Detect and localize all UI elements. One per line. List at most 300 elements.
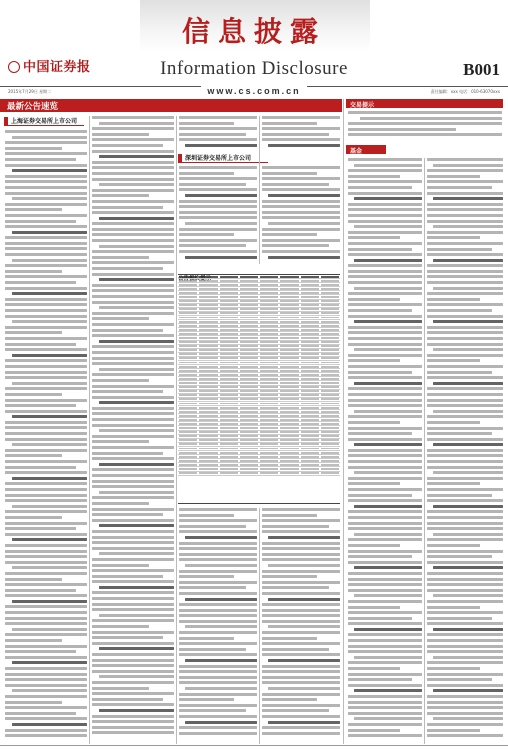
text-line: [354, 505, 422, 508]
table-cell: [260, 300, 278, 302]
text-line: [348, 454, 422, 457]
text-line: [12, 136, 87, 139]
text-line: [348, 393, 422, 396]
text-line: [179, 133, 246, 136]
text-line: [5, 605, 87, 608]
text-column-3-top: [179, 116, 257, 150]
table-cell: [220, 452, 238, 454]
text-line: [92, 608, 174, 611]
text-line: [92, 519, 174, 522]
table-cell: [199, 468, 217, 470]
table-cell: [260, 460, 278, 462]
text-line: [92, 508, 174, 511]
table-cell: [280, 419, 298, 421]
text-line: [99, 709, 174, 712]
table-cell: [280, 345, 298, 347]
text-line: [262, 726, 340, 729]
table-cell: [301, 468, 319, 470]
text-line: [348, 281, 422, 284]
text-line: [179, 642, 257, 645]
announcement-table: [178, 274, 340, 504]
text-line: [354, 471, 422, 474]
text-line: [179, 653, 257, 656]
text-line: [348, 555, 412, 558]
text-line: [92, 116, 174, 119]
text-line: [179, 205, 257, 208]
text-line: [348, 494, 412, 497]
text-line: [92, 636, 163, 639]
text-line: [268, 194, 340, 197]
text-line: [348, 220, 422, 223]
table-cell: [280, 456, 298, 458]
table-cell: [199, 288, 217, 290]
table-cell: [220, 423, 238, 425]
text-line: [92, 357, 174, 360]
table-cell: [280, 325, 298, 327]
table-cell: [321, 439, 339, 441]
text-line: [5, 555, 87, 558]
text-line: [427, 510, 503, 513]
table-cell: [199, 333, 217, 335]
text-line: [427, 706, 503, 709]
text-line: [99, 524, 174, 527]
text-line: [427, 667, 480, 670]
table-cell: [179, 407, 197, 409]
text-line: [5, 281, 76, 284]
text-line: [5, 494, 87, 497]
table-cell: [260, 472, 278, 474]
text-line: [5, 717, 87, 720]
text-line: [262, 200, 340, 203]
text-line: [348, 298, 400, 301]
text-line: [12, 169, 87, 172]
text-line: [427, 337, 503, 340]
text-line: [354, 164, 422, 167]
table-cell: [240, 472, 258, 474]
text-line: [5, 186, 87, 189]
text-line: [262, 216, 340, 219]
table-cell: [240, 464, 258, 466]
table-cell: [220, 398, 238, 400]
table-cell: [199, 353, 217, 355]
text-line: [348, 538, 422, 541]
text-line: [92, 407, 174, 410]
text-line: [92, 273, 174, 276]
table-cell: [260, 276, 278, 278]
table-cell: [220, 353, 238, 355]
text-line: [99, 491, 174, 494]
text-line: [5, 499, 87, 502]
table-cell: [220, 448, 238, 450]
text-line: [99, 122, 174, 125]
table-cell: [321, 366, 339, 368]
text-line: [354, 656, 422, 659]
text-line: [185, 536, 257, 539]
text-line: [92, 261, 174, 264]
text-line: [360, 117, 502, 120]
section-header-latest: [0, 99, 342, 112]
table-cell: [240, 288, 258, 290]
table-cell: [220, 288, 238, 290]
text-line: [92, 502, 149, 505]
text-line: [92, 379, 149, 382]
table-cell: [179, 394, 197, 396]
text-line: [99, 586, 174, 589]
text-line: [5, 454, 62, 457]
table-cell: [220, 443, 238, 445]
table-cell: [240, 439, 258, 441]
text-line: [179, 698, 234, 701]
table-cell: [240, 394, 258, 396]
text-line: [348, 326, 422, 329]
text-line: [5, 550, 87, 553]
text-line: [348, 550, 422, 553]
text-line: [427, 734, 503, 737]
text-line: [5, 326, 87, 329]
text-line: [179, 715, 257, 718]
text-line: [179, 665, 257, 668]
text-line: [348, 427, 422, 430]
text-line: [348, 734, 422, 737]
table-cell: [220, 280, 238, 282]
text-line: [427, 538, 503, 541]
text-line: [92, 200, 174, 203]
text-line: [179, 709, 246, 712]
text-line: [5, 426, 87, 429]
text-line: [348, 600, 422, 603]
text-line: [92, 150, 174, 153]
table-cell: [220, 345, 238, 347]
text-line: [5, 175, 87, 178]
text-line: [5, 611, 87, 614]
text-line: [92, 664, 174, 667]
table-cell: [199, 394, 217, 396]
text-line: [348, 729, 400, 732]
text-line: [262, 205, 340, 208]
table-cell: [199, 407, 217, 409]
text-column-4-top: [262, 116, 340, 150]
text-line: [348, 678, 412, 681]
table-cell: [199, 415, 217, 417]
text-line: [5, 516, 62, 519]
table-cell: [199, 325, 217, 327]
text-line: [5, 348, 87, 351]
text-line: [92, 412, 174, 415]
table-cell: [199, 304, 217, 306]
text-line: [348, 589, 422, 592]
text-line: [92, 239, 174, 242]
text-line: [12, 259, 87, 262]
table-cell: [179, 403, 197, 405]
table-cell: [301, 460, 319, 462]
text-line: [5, 421, 87, 424]
text-line: [354, 382, 422, 385]
text-line: [348, 611, 422, 614]
table-cell: [260, 337, 278, 339]
table-cell: [301, 357, 319, 359]
text-line: [268, 721, 340, 724]
table-cell: [240, 382, 258, 384]
table-cell: [280, 390, 298, 392]
text-line: [348, 186, 412, 189]
text-line: [5, 712, 76, 715]
table-cell: [280, 382, 298, 384]
text-line: [262, 172, 317, 175]
table-cell: [321, 423, 339, 425]
table-cell: [321, 276, 339, 278]
text-line: [427, 432, 492, 435]
table-cell: [199, 362, 217, 364]
text-line: [179, 200, 257, 203]
table-cell: [179, 304, 197, 306]
text-line: [179, 592, 257, 595]
text-line: [262, 715, 340, 718]
table-cell: [179, 333, 197, 335]
text-line: [427, 158, 503, 161]
table-cell: [199, 460, 217, 462]
text-line: [262, 709, 329, 712]
text-line: [92, 233, 174, 236]
text-line: [179, 570, 257, 573]
text-line: [5, 449, 87, 452]
column-divider: [424, 158, 425, 744]
text-line: [5, 639, 62, 642]
table-cell: [280, 337, 298, 339]
table-cell: [301, 296, 319, 298]
table-cell: [301, 407, 319, 409]
text-column-3-bottom: [179, 508, 257, 742]
table-cell: [301, 333, 319, 335]
text-line: [427, 477, 503, 480]
table-cell: [280, 321, 298, 323]
text-line: [92, 485, 174, 488]
text-line: [185, 598, 257, 601]
table-cell: [280, 460, 298, 462]
text-line: [99, 217, 174, 220]
table-cell: [321, 411, 339, 413]
table-cell: [179, 362, 197, 364]
text-column-2: [92, 116, 174, 742]
text-line: [179, 514, 234, 517]
table-cell: [301, 276, 319, 278]
text-line: [354, 348, 422, 351]
text-line: [92, 323, 174, 326]
text-line: [12, 600, 87, 603]
text-line: [5, 152, 87, 155]
table-cell: [301, 300, 319, 302]
table-cell: [301, 280, 319, 282]
table-cell: [240, 317, 258, 319]
text-line: [92, 569, 174, 572]
table-cell: [199, 357, 217, 359]
table-cell: [260, 349, 278, 351]
text-line: [348, 432, 412, 435]
text-line: [5, 656, 87, 659]
text-line: [92, 670, 174, 673]
table-cell: [301, 288, 319, 290]
trade-tips-header: [346, 99, 503, 108]
table-cell: [260, 374, 278, 376]
table-cell: [301, 431, 319, 433]
table-cell: [220, 386, 238, 388]
table-cell: [260, 431, 278, 433]
text-line: [5, 399, 87, 402]
text-line: [92, 659, 174, 662]
table-cell: [240, 390, 258, 392]
table-cell: [260, 296, 278, 298]
text-line: [427, 343, 503, 346]
text-line: [262, 166, 340, 169]
text-line: [179, 603, 257, 606]
text-line: [427, 275, 503, 278]
table-cell: [179, 300, 197, 302]
text-line: [348, 270, 422, 273]
text-line: [427, 622, 503, 625]
text-line: [262, 681, 340, 684]
text-line: [348, 192, 422, 195]
text-line: [262, 244, 329, 247]
text-line: [433, 382, 503, 385]
table-cell: [220, 357, 238, 359]
text-line: [5, 544, 87, 547]
table-cell: [199, 472, 217, 474]
text-line: [99, 675, 174, 678]
text-line: [262, 233, 317, 236]
text-line: [5, 359, 87, 362]
table-cell: [321, 280, 339, 282]
table-cell: [280, 427, 298, 429]
table-cell: [260, 448, 278, 450]
text-line: [12, 443, 87, 446]
table-cell: [301, 394, 319, 396]
table-cell: [220, 349, 238, 351]
text-line: [427, 242, 503, 245]
table-cell: [240, 276, 258, 278]
text-line: [427, 578, 503, 581]
text-line: [262, 188, 340, 191]
text-line: [92, 127, 174, 130]
table-cell: [301, 292, 319, 294]
text-line: [92, 692, 174, 695]
table-cell: [260, 329, 278, 331]
trade-tips-title: 交易提示: [350, 102, 375, 109]
text-line: [99, 368, 174, 371]
text-line: [179, 216, 257, 219]
text-line: [433, 689, 503, 692]
text-line: [179, 581, 257, 584]
table-cell: [199, 296, 217, 298]
table-cell: [321, 419, 339, 421]
text-line: [433, 164, 503, 167]
text-line: [92, 284, 174, 287]
table-cell: [321, 452, 339, 454]
table-cell: [260, 366, 278, 368]
text-line: [179, 614, 257, 617]
table-cell: [280, 300, 298, 302]
table-cell: [199, 456, 217, 458]
text-line: [427, 701, 503, 704]
text-line: [262, 592, 340, 595]
text-line: [99, 278, 174, 281]
text-line: [427, 589, 503, 592]
table-cell: [220, 333, 238, 335]
text-line: [427, 499, 503, 502]
table-cell: [260, 341, 278, 343]
table-cell: [301, 398, 319, 400]
text-line: [5, 617, 87, 620]
text-line: [92, 267, 163, 270]
table-cell: [240, 308, 258, 310]
issue-date: 2015年7月29日 星期二: [8, 89, 52, 94]
text-column-1: [5, 130, 87, 742]
section-title-latest: 最新公告速览: [7, 102, 59, 112]
table-cell: [240, 333, 258, 335]
text-line: [5, 522, 87, 525]
text-line: [185, 721, 257, 724]
text-line: [433, 287, 503, 290]
table-cell: [260, 362, 278, 364]
table-cell: [179, 317, 197, 319]
text-line: [348, 208, 422, 211]
text-line: [262, 547, 340, 550]
table-cell: [240, 398, 258, 400]
text-line: [262, 508, 340, 511]
text-line: [179, 127, 257, 130]
table-cell: [179, 460, 197, 462]
table-cell: [260, 317, 278, 319]
table-cell: [220, 427, 238, 429]
table-cell: [179, 353, 197, 355]
table-cell: [179, 288, 197, 290]
text-line: [179, 631, 257, 634]
text-line: [262, 609, 340, 612]
text-line: [92, 653, 174, 656]
table-cell: [260, 284, 278, 286]
table-cell: [240, 304, 258, 306]
text-line: [5, 309, 87, 312]
text-line: [5, 410, 87, 413]
table-cell: [199, 341, 217, 343]
table-cell: [260, 403, 278, 405]
text-line: [348, 399, 422, 402]
text-line: [348, 488, 422, 491]
text-line: [5, 147, 62, 150]
text-line: [5, 527, 76, 530]
table-cell: [179, 325, 197, 327]
text-line: [427, 617, 492, 620]
text-line: [92, 289, 174, 292]
table-cell: [220, 296, 238, 298]
column-divider: [176, 116, 177, 744]
table-cell: [301, 325, 319, 327]
text-line: [348, 376, 422, 379]
text-line: [5, 164, 87, 167]
text-line: [427, 645, 503, 648]
column-divider: [259, 116, 260, 264]
text-line: [348, 309, 412, 312]
table-cell: [179, 280, 197, 282]
text-line: [185, 194, 257, 197]
text-line: [354, 689, 422, 692]
text-line: [348, 561, 422, 564]
text-line: [427, 298, 480, 301]
table-cell: [280, 333, 298, 335]
table-cell: [280, 362, 298, 364]
text-line: [262, 211, 340, 214]
text-line: [427, 572, 503, 575]
text-line: [92, 547, 174, 550]
text-line: [5, 695, 87, 698]
